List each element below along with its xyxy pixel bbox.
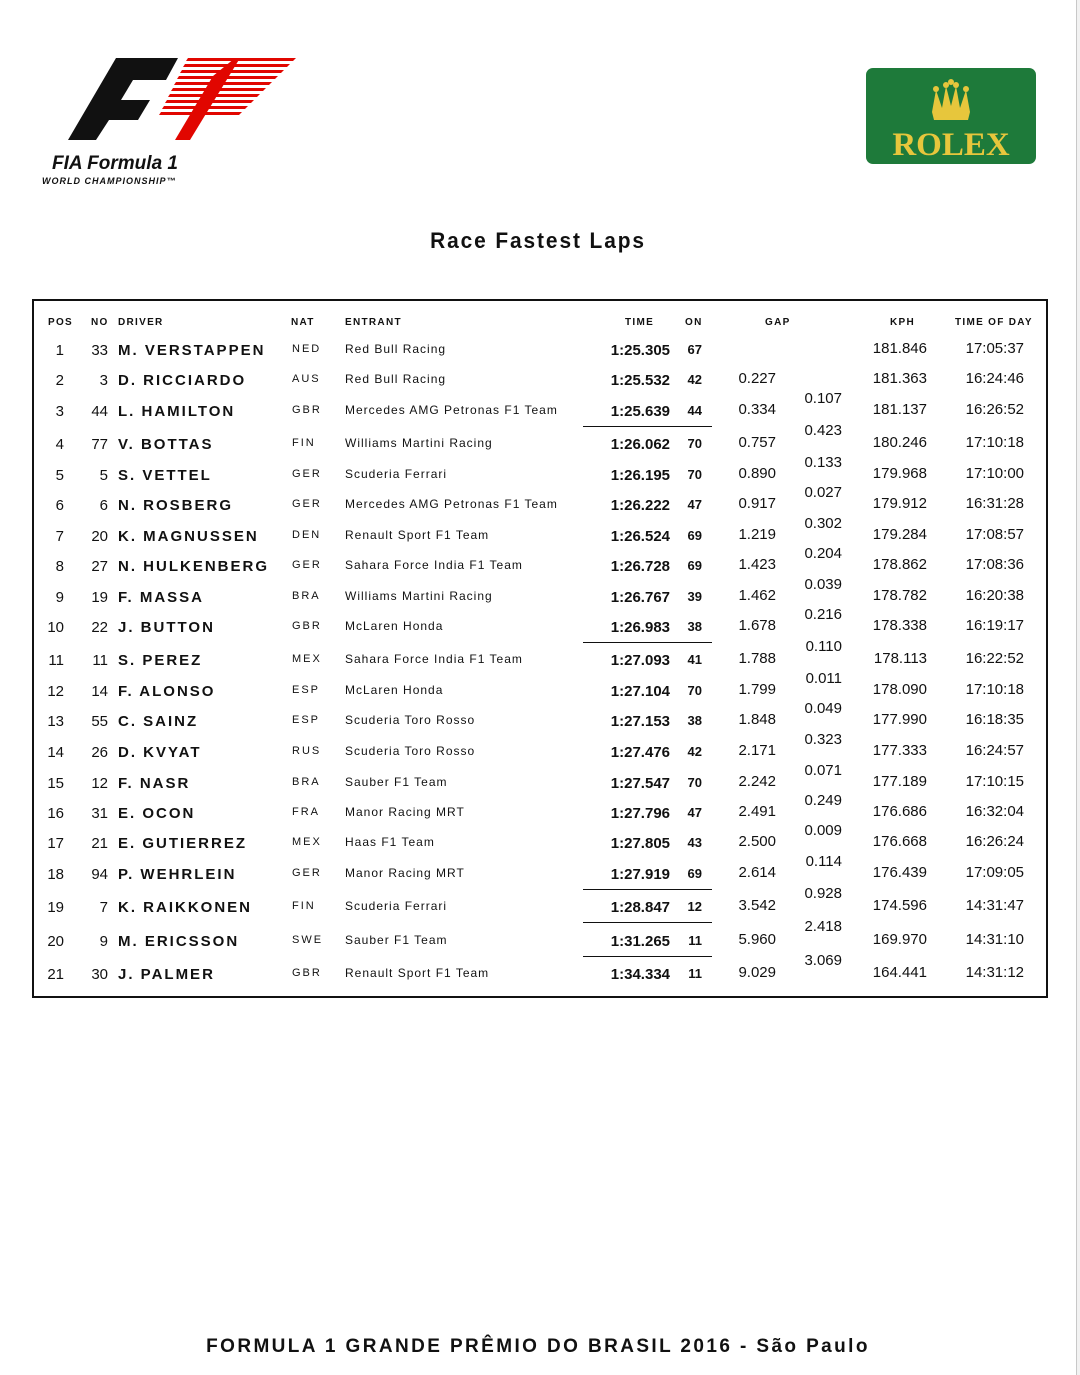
entrant-cell: Williams Martini Racing [345,436,493,450]
lap-time-cell: 1:26.222 [610,497,670,514]
car-number-cell: 21 [91,835,108,852]
driver-cell: D. KVYAT [118,744,202,761]
interval-cell: 0.027 [804,484,842,501]
entrant-cell: Manor Racing MRT [345,866,465,880]
rolex-wordmark: ROLEX [892,127,1010,163]
lap-time-cell: 1:26.767 [610,589,670,606]
kph-cell: 179.912 [872,495,927,512]
on-lap-cell: 70 [687,436,702,451]
pos-cell: 1 [55,342,64,359]
time-of-day-cell: 16:24:46 [965,370,1024,387]
group-separator [583,922,712,923]
interval-cell: 0.928 [804,885,842,902]
gap-cell: 2.171 [738,742,776,759]
gap-cell: 0.757 [738,434,776,451]
driver-cell: N. HULKENBERG [118,558,270,575]
on-lap-cell: 69 [687,866,702,881]
kph-cell: 176.668 [872,833,927,850]
interval-cell: 0.323 [804,731,842,748]
lap-time-cell: 1:27.919 [610,866,670,883]
time-of-day-cell: 16:24:57 [965,742,1024,759]
nationality-cell: ESP [292,684,321,696]
col-header-driver: DRIVER [118,317,164,328]
nationality-cell: NED [292,343,322,355]
gap-cell: 5.960 [738,931,776,948]
nationality-cell: FRA [292,806,320,818]
time-of-day-cell: 17:10:18 [965,681,1024,698]
time-of-day-cell: 16:31:28 [965,495,1024,512]
entrant-cell: Haas F1 Team [345,835,435,849]
kph-cell: 178.782 [872,587,927,604]
entrant-cell: Scuderia Toro Rosso [345,744,476,758]
driver-cell: K. MAGNUSSEN [118,528,259,545]
lap-time-cell: 1:25.639 [610,403,670,420]
car-number-cell: 22 [91,619,108,636]
time-of-day-cell: 17:10:00 [965,465,1024,482]
interval-cell: 0.133 [804,454,842,471]
col-header-kph: KPH [890,317,916,328]
kph-cell: 180.246 [872,434,927,451]
kph-cell: 178.338 [872,617,927,634]
gap-cell: 1.423 [738,556,776,573]
event-footer: FORMULA 1 GRANDE PRÊMIO DO BRASIL 2016 - São Paulo [206,1336,870,1357]
interval-cell: 0.249 [804,792,842,809]
interval-cell: 0.423 [804,422,842,439]
lap-time-cell: 1:31.265 [610,933,670,950]
driver-cell: M. VERSTAPPEN [118,342,266,359]
kph-cell: 177.333 [872,742,927,759]
f1-logo-text: FIA Formula 1 [52,153,178,174]
lap-time-cell: 1:26.728 [610,558,670,575]
interval-cell: 0.049 [804,700,842,717]
entrant-cell: Sahara Force India F1 Team [345,652,523,666]
on-lap-cell: 42 [687,744,702,759]
on-lap-cell: 70 [687,467,702,482]
gap-cell: 0.917 [738,495,776,512]
lap-time-cell: 1:27.547 [610,775,670,792]
interval-cell: 0.302 [804,515,842,532]
nationality-cell: GER [292,498,322,510]
nationality-cell: MEX [292,836,322,848]
car-number-cell: 33 [91,342,108,359]
group-separator [583,426,712,427]
driver-cell: E. OCON [118,805,196,822]
interval-cell: 0.071 [804,762,842,779]
time-of-day-cell: 16:26:52 [965,401,1024,418]
nationality-cell: GBR [292,620,322,632]
gap-cell: 3.542 [738,897,776,914]
group-separator [583,642,712,643]
gap-cell: 1.799 [738,681,776,698]
col-header-gap: GAP [765,317,791,328]
on-lap-cell: 47 [687,497,702,512]
col-header-time-of-day: TIME OF DAY [955,317,1033,328]
car-number-cell: 55 [91,713,108,730]
on-lap-cell: 38 [687,713,702,728]
rolex-logo [866,68,1036,164]
pos-cell: 7 [55,528,64,545]
nationality-cell: DEN [292,529,322,541]
pos-cell: 6 [55,497,64,514]
page-title: Race Fastest Laps [430,228,646,253]
car-number-cell: 19 [91,589,108,606]
car-number-cell: 77 [91,436,108,453]
pos-cell: 9 [55,589,64,606]
entrant-cell: Red Bull Racing [345,372,447,386]
driver-cell: D. RICCIARDO [118,372,247,389]
kph-cell: 178.113 [873,650,927,667]
pos-cell: 12 [47,683,64,700]
pos-cell: 5 [55,467,64,484]
kph-cell: 179.968 [872,465,927,482]
time-of-day-cell: 17:08:57 [965,526,1024,543]
time-of-day-cell: 14:31:12 [965,964,1024,981]
lap-time-cell: 1:26.062 [610,436,670,453]
kph-cell: 176.439 [872,864,927,881]
on-lap-cell: 41 [687,652,702,667]
on-lap-cell: 44 [687,403,702,418]
driver-cell: C. SAINZ [118,713,199,730]
gap-cell: 0.227 [738,370,776,387]
pos-cell: 14 [47,744,64,761]
pos-cell: 18 [47,866,64,883]
driver-cell: K. RAIKKONEN [118,899,253,916]
gap-cell: 9.029 [738,964,776,981]
entrant-cell: Sahara Force India F1 Team [345,558,523,572]
interval-cell: 0.107 [804,390,842,407]
time-of-day-cell: 17:08:36 [965,556,1024,573]
car-number-cell: 3 [99,372,108,389]
on-lap-cell: 69 [687,558,702,573]
interval-cell: 0.114 [805,853,842,870]
on-lap-cell: 38 [687,619,702,634]
interval-cell: 0.216 [804,606,842,623]
gap-cell: 2.491 [738,803,776,820]
pos-cell: 3 [55,403,64,420]
pos-cell: 19 [47,899,64,916]
nationality-cell: GER [292,867,322,879]
pos-cell: 8 [55,558,64,575]
entrant-cell: McLaren Honda [345,619,444,633]
time-of-day-cell: 16:22:52 [965,650,1024,667]
time-of-day-cell: 16:26:24 [965,833,1024,850]
time-of-day-cell: 17:10:15 [965,773,1024,790]
nationality-cell: ESP [292,714,321,726]
lap-time-cell: 1:34.334 [610,966,670,983]
pos-cell: 10 [47,619,64,636]
nationality-cell: GBR [292,967,322,979]
kph-cell: 178.090 [872,681,927,698]
kph-cell: 176.686 [872,803,927,820]
kph-cell: 174.596 [872,897,927,914]
entrant-cell: Red Bull Racing [345,342,447,356]
entrant-cell: Williams Martini Racing [345,589,493,603]
on-lap-cell: 47 [687,805,702,820]
f1-logo-subtext: WORLD CHAMPIONSHIP™ [42,176,177,186]
on-lap-cell: 11 [688,933,702,948]
time-of-day-cell: 16:19:17 [965,617,1024,634]
nationality-cell: RUS [292,745,322,757]
kph-cell: 164.441 [872,964,927,981]
gap-cell: 0.890 [738,465,776,482]
kph-cell: 179.284 [872,526,927,543]
pos-cell: 4 [55,436,64,453]
pos-cell: 16 [47,805,64,822]
lap-time-cell: 1:27.796 [610,805,670,822]
entrant-cell: Sauber F1 Team [345,933,448,947]
kph-cell: 181.846 [872,340,927,357]
car-number-cell: 27 [91,558,108,575]
group-separator [583,956,712,957]
time-of-day-cell: 14:31:10 [965,931,1024,948]
col-header-time: TIME [625,317,655,328]
entrant-cell: Sauber F1 Team [345,775,448,789]
on-lap-cell: 70 [687,683,702,698]
car-number-cell: 44 [91,403,108,420]
car-number-cell: 7 [99,899,108,916]
time-of-day-cell: 17:09:05 [965,864,1024,881]
entrant-cell: Scuderia Toro Rosso [345,713,476,727]
driver-cell: P. WEHRLEIN [118,866,237,883]
time-of-day-cell: 17:05:37 [965,340,1024,357]
f1-logo [38,50,308,190]
gap-cell: 1.462 [738,587,776,604]
col-header-entrant: ENTRANT [345,317,402,328]
car-number-cell: 6 [99,497,108,514]
driver-cell: L. HAMILTON [118,403,236,420]
entrant-cell: McLaren Honda [345,683,444,697]
driver-cell: F. ALONSO [118,683,216,700]
time-of-day-cell: 16:20:38 [965,587,1024,604]
nationality-cell: MEX [292,653,322,665]
lap-time-cell: 1:26.195 [610,467,670,484]
gap-cell: 1.788 [738,650,776,667]
gap-cell: 1.678 [738,617,776,634]
driver-cell: F. MASSA [118,589,205,606]
driver-cell: N. ROSBERG [118,497,234,514]
on-lap-cell: 39 [687,589,702,604]
driver-cell: V. BOTTAS [118,436,214,453]
driver-cell: J. BUTTON [118,619,215,636]
time-of-day-cell: 14:31:47 [965,897,1024,914]
pos-cell: 13 [47,713,64,730]
car-number-cell: 12 [91,775,108,792]
nationality-cell: BRA [292,590,321,602]
on-lap-cell: 69 [687,528,702,543]
driver-cell: M. ERICSSON [118,933,240,950]
on-lap-cell: 67 [687,342,702,357]
nationality-cell: GBR [292,404,322,416]
nationality-cell: AUS [292,373,321,385]
interval-cell: 2.418 [804,918,842,935]
nationality-cell: GER [292,559,322,571]
lap-time-cell: 1:27.805 [610,835,670,852]
lap-time-cell: 1:27.093 [610,652,670,669]
on-lap-cell: 43 [687,835,702,850]
kph-cell: 169.970 [872,931,927,948]
entrant-cell: Renault Sport F1 Team [345,528,490,542]
f1-logo-mark [68,58,296,140]
pos-cell: 20 [47,933,64,950]
car-number-cell: 30 [91,966,108,983]
interval-cell: 0.110 [805,638,842,655]
lap-time-cell: 1:27.104 [610,683,670,700]
entrant-cell: Scuderia Ferrari [345,467,448,481]
pos-cell: 2 [55,372,64,389]
pos-cell: 17 [47,835,64,852]
lap-time-cell: 1:27.153 [610,713,670,730]
car-number-cell: 5 [99,467,108,484]
lap-time-cell: 1:25.532 [610,372,670,389]
nationality-cell: FIN [292,900,316,912]
col-header-pos: POS [48,317,74,328]
gap-cell: 2.614 [738,864,776,881]
gap-cell: 0.334 [738,401,776,418]
kph-cell: 181.137 [872,401,927,418]
interval-cell: 0.011 [805,670,842,687]
kph-cell: 178.862 [872,556,927,573]
time-of-day-cell: 16:32:04 [965,803,1024,820]
entrant-cell: Scuderia Ferrari [345,899,448,913]
pos-cell: 21 [47,966,64,983]
interval-cell: 0.039 [804,576,842,593]
kph-cell: 181.363 [872,370,927,387]
kph-cell: 177.990 [872,711,927,728]
pos-cell: 11 [48,652,64,669]
lap-time-cell: 1:26.983 [610,619,670,636]
entrant-cell: Manor Racing MRT [345,805,465,819]
col-header-on: ON [685,317,703,328]
gap-cell: 2.242 [738,773,776,790]
on-lap-cell: 11 [688,966,702,981]
car-number-cell: 26 [91,744,108,761]
gap-cell: 2.500 [738,833,776,850]
on-lap-cell: 12 [687,899,702,914]
time-of-day-cell: 16:18:35 [965,711,1024,728]
car-number-cell: 9 [99,933,108,950]
group-separator [583,889,712,890]
entrant-cell: Renault Sport F1 Team [345,966,490,980]
col-header-no: NO [91,317,109,328]
entrant-cell: Mercedes AMG Petronas F1 Team [345,403,558,417]
interval-cell: 0.009 [804,822,842,839]
on-lap-cell: 42 [687,372,702,387]
nationality-cell: SWE [292,934,324,946]
on-lap-cell: 70 [687,775,702,790]
driver-cell: J. PALMER [118,966,215,983]
driver-cell: S. PEREZ [118,652,203,669]
car-number-cell: 31 [91,805,108,822]
gap-cell: 1.848 [738,711,776,728]
nationality-cell: BRA [292,776,321,788]
interval-cell: 0.204 [804,545,842,562]
nationality-cell: GER [292,468,322,480]
driver-cell: S. VETTEL [118,467,212,484]
nationality-cell: FIN [292,437,316,449]
time-of-day-cell: 17:10:18 [965,434,1024,451]
driver-cell: E. GUTIERREZ [118,835,248,852]
lap-time-cell: 1:28.847 [610,899,670,916]
lap-time-cell: 1:27.476 [610,744,670,761]
lap-time-cell: 1:25.305 [610,342,670,359]
kph-cell: 177.189 [872,773,927,790]
interval-cell: 3.069 [804,952,842,969]
car-number-cell: 20 [91,528,108,545]
entrant-cell: Mercedes AMG Petronas F1 Team [345,497,558,511]
car-number-cell: 94 [91,866,108,883]
car-number-cell: 14 [91,683,108,700]
gap-cell: 1.219 [738,526,776,543]
pos-cell: 15 [47,775,64,792]
car-number-cell: 11 [92,652,108,669]
col-header-nat: NAT [291,317,315,328]
lap-time-cell: 1:26.524 [610,528,670,545]
driver-cell: F. NASR [118,775,191,792]
